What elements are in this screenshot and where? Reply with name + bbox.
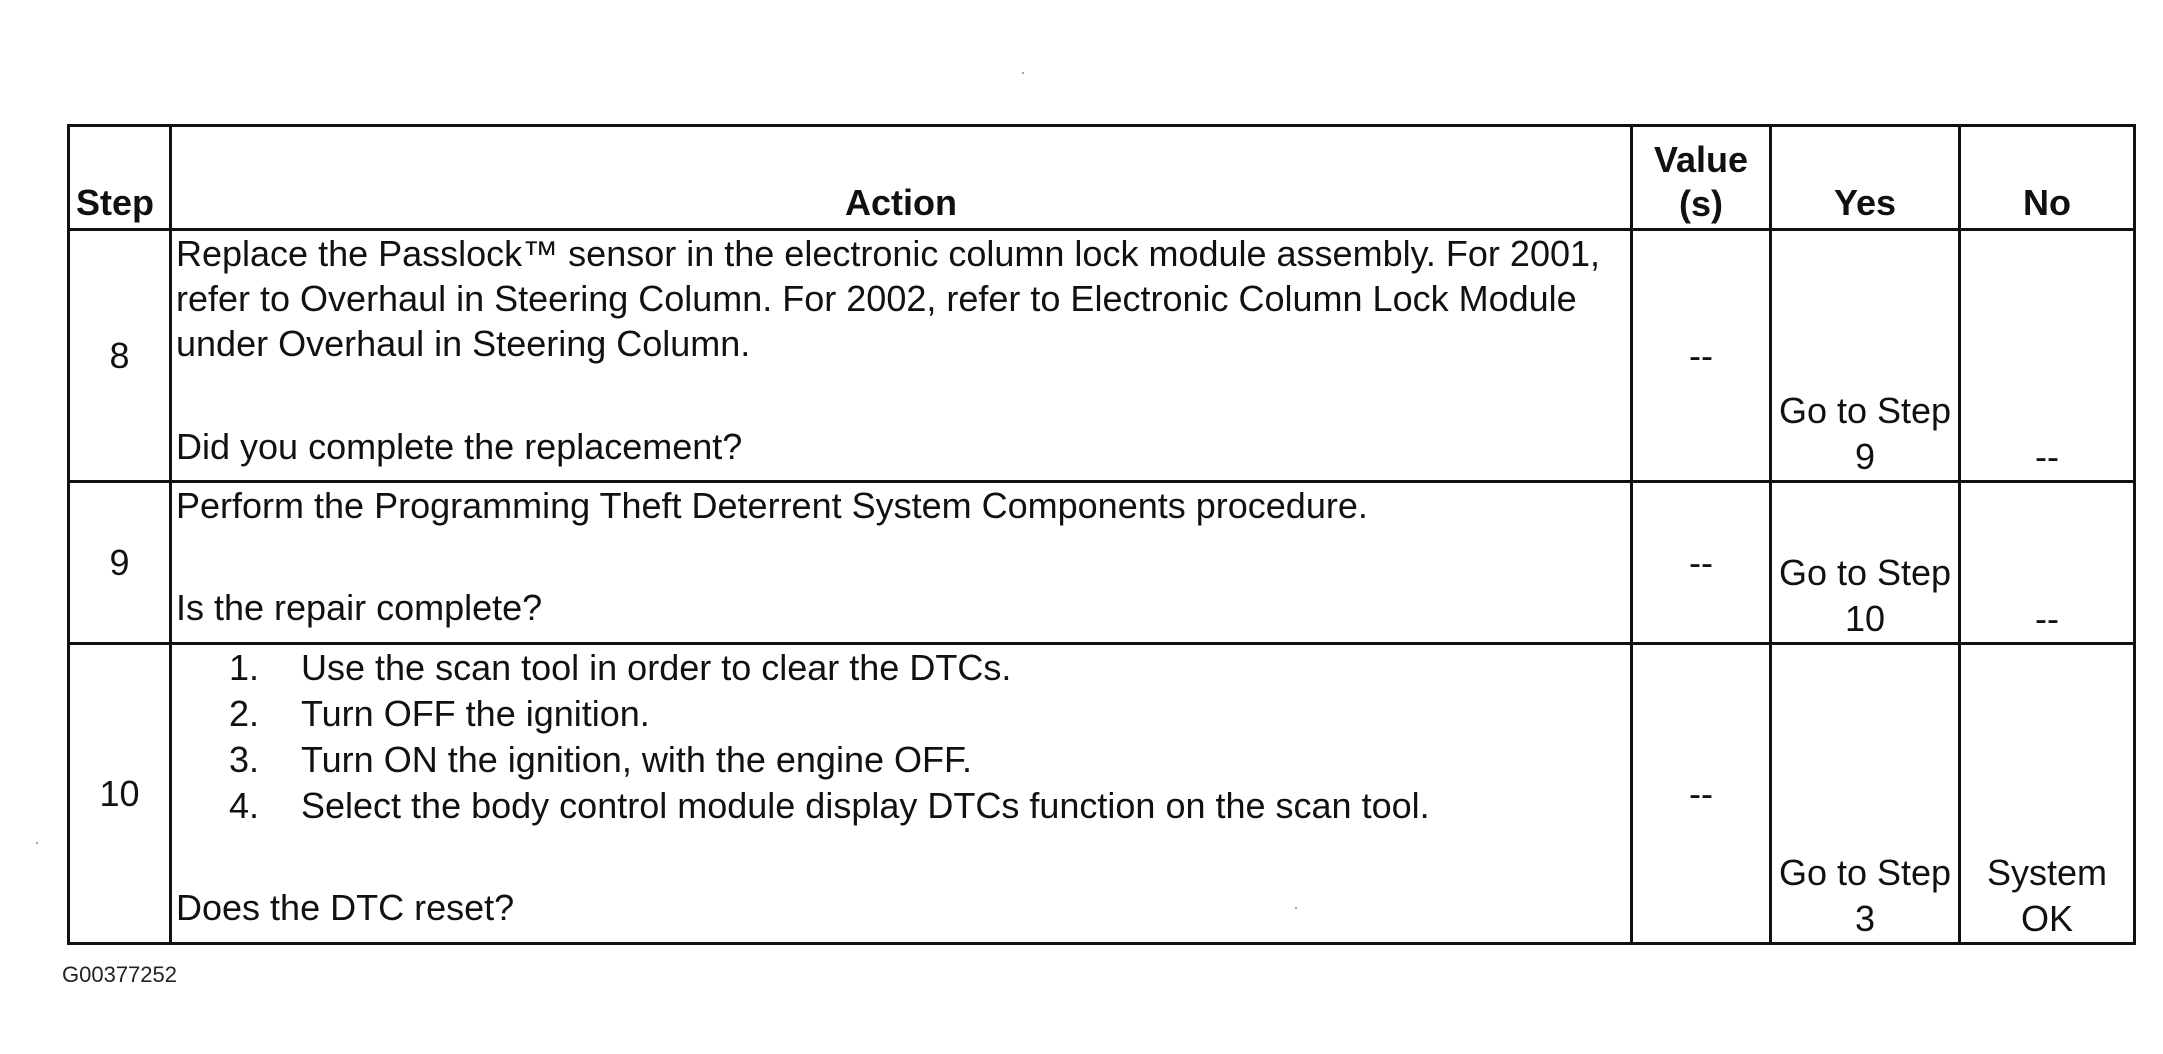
procedure-step-number: 3. (229, 739, 260, 780)
yes-cell: Go to Step 3 (1771, 644, 1960, 944)
diagnostic-table (67, 124, 2136, 945)
procedure-step (176, 783, 1626, 829)
procedure-step-text: Select the body control module display DTCs function on the scan tool. (301, 785, 1430, 826)
table-row (69, 230, 2135, 482)
action-text: Perform the Programming Theft Deterrent System Components procedure. (176, 485, 1368, 526)
no-cell: -- (1960, 482, 2135, 644)
action-text: Replace the Passlock™ sensor in the electronic column lock module assembly. For 2001, refer to Overhaul in Steering Column. For 2002, refer to Electronic Column Lock Module under Overhaul in Steering Column. (176, 233, 1601, 364)
action-question: Is the repair complete? (176, 587, 543, 628)
header-value: Value (s) (1632, 126, 1771, 230)
value-cell: -- (1632, 230, 1771, 482)
value-cell: -- (1632, 482, 1771, 644)
action-cell (171, 482, 1632, 644)
step-number: 8 (69, 230, 171, 482)
header-yes: Yes (1771, 126, 1960, 230)
procedure-step-text: Turn OFF the ignition. (301, 693, 650, 734)
procedure-step-text: Use the scan tool in order to clear the DTCs. (301, 647, 1012, 688)
action-cell (171, 644, 1632, 944)
step-number: 9 (69, 482, 171, 644)
action-question: Does the DTC reset? (176, 887, 515, 928)
header-action: Action (171, 126, 1632, 230)
no-cell: System OK (1960, 644, 2135, 944)
no-cell: -- (1960, 230, 2135, 482)
table-row (69, 482, 2135, 644)
table-row (69, 644, 2135, 944)
step-number: 10 (69, 644, 171, 944)
yes-cell: Go to Step 10 (1771, 482, 1960, 644)
procedure-step-number: 4. (229, 785, 260, 826)
procedure-step-number: 1. (229, 647, 260, 688)
scan-speck (1022, 72, 1024, 74)
procedure-step-text: Turn ON the ignition, with the engine OFF. (301, 739, 972, 780)
header-step: Step (69, 126, 171, 230)
procedure-step-number: 2. (229, 693, 260, 734)
procedure-step (176, 737, 1626, 783)
value-cell: -- (1632, 644, 1771, 944)
scan-speck (36, 842, 38, 844)
header-no: No (1960, 126, 2135, 230)
procedure-step (176, 645, 1626, 691)
action-cell (171, 230, 1632, 482)
procedure-step (176, 691, 1626, 737)
yes-cell: Go to Step 9 (1771, 230, 1960, 482)
figure-id: G00377252 (62, 962, 177, 987)
action-question: Did you complete the replacement? (176, 426, 743, 467)
header-row (69, 126, 2135, 230)
procedure-list (176, 645, 1626, 829)
